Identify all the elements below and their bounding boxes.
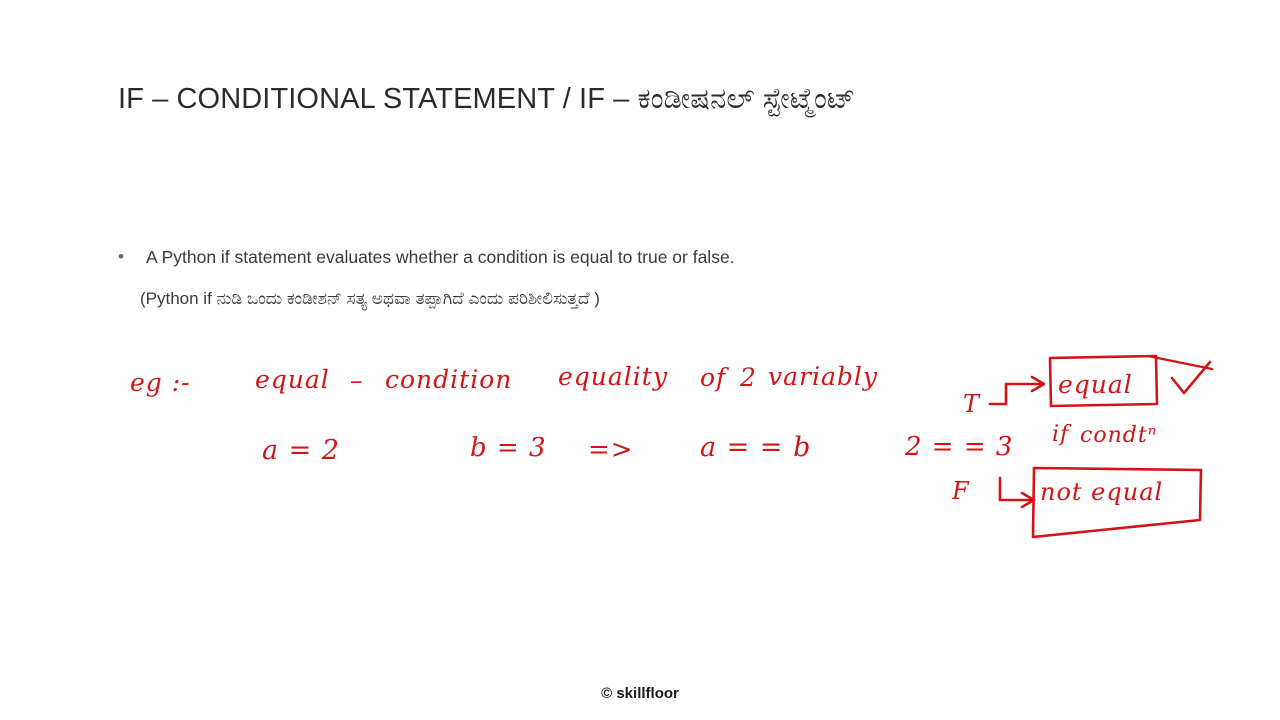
ink-annotation-text: condition [385, 365, 513, 394]
ink-annotation-text: condtⁿ [1080, 423, 1158, 448]
ink-annotation-text: T [963, 390, 981, 418]
ink-annotation-text: a = 2 [262, 435, 341, 466]
ink-annotation-text: if [1052, 422, 1070, 447]
ink-annotation-text: F [952, 477, 970, 505]
page-title: IF – CONDITIONAL STATEMENT / IF – ಕಂಡೀಷನಲ್ ಸ್ಟೇಟ್ಮೆಂಟ್ [118, 83, 856, 115]
ink-annotation-text: equal [255, 365, 330, 394]
bullet-translation-text: (Python if ನುಡಿ ಒಂದು ಕಂಡೀಶನ್ ಸತ್ಯ ಅಥವಾ ತಪ್ಪಾಗಿದೆ ಎಂದು ಪರಿಶೀಲಿಸುತ್ತದೆ ) [140, 289, 600, 308]
footer-brand: © skillfloor [601, 685, 679, 702]
ink-annotation-text: equal [1058, 370, 1133, 399]
ink-annotation-text: 2 = = 3 [905, 432, 1014, 462]
ink-annotation-text: eg :- [130, 368, 191, 397]
ink-annotation-text: variably [768, 362, 879, 391]
ink-annotation-text: a = = b [700, 432, 812, 463]
ink-annotation-text: 2 [740, 363, 757, 392]
ink-annotation-text: b = 3 [470, 433, 547, 463]
ink-annotation-text: => [588, 435, 634, 465]
bullet-item [118, 244, 1018, 270]
ink-annotation-text: of [700, 363, 727, 392]
bullet-marker: • [118, 247, 124, 266]
ink-annotation-text: – [350, 366, 364, 395]
ink-annotation-text: equality [558, 362, 668, 391]
bullet-text: A Python if statement evaluates whether a condition is equal to true or false. [146, 247, 735, 267]
ink-annotation-text: not equal [1040, 478, 1164, 506]
